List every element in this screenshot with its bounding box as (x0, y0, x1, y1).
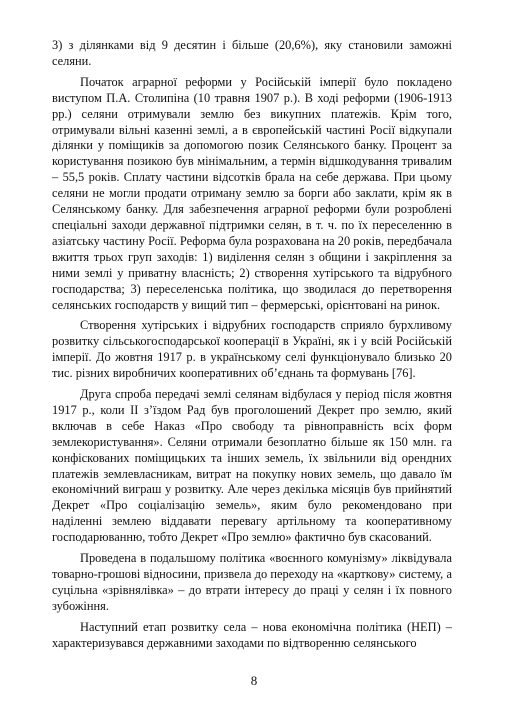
paragraph-war-communism: Проведена в подальшому політика «воєнного комунізму» ліквідувала товарно-грошові відносини, призвела до переходу на «карткову» систему, а суцільна «зрівнялівка» – до втрати інтересу до праці у селян і їх повного зубожіння. (52, 551, 452, 613)
body-text (52, 38, 452, 652)
paragraph-land-decree: Друга спроба передачі землі селянам відбулася у період після жовтня 1917 р., коли II з’їздом Рад був проголошений Декрет про землю, який включав в себе Наказ «Про свободу та рівноправність всіх форм землекористування». Селяни отримали безоплатно більше як 150 млн. га конфіскованих поміщицьких та інших земель, їх звільнили від орендних платежів землевласникам, витрат на покупку нових земель, що давало їм економічний виграш у розвитку. Але через декілька місяців був прийнятий Декрет «Про соціалізацію земель», яким було рекомендовано при наділенні землею віддавати перевагу артільному та кооперативному господарюванню, тобто Декрет «Про землю» фактично був скасований. (52, 387, 452, 545)
paragraph-nep: Наступний етап розвитку села – нова економічна політика (НЕП) – характеризувався державними заходами по відтворенню селянського (52, 619, 452, 650)
paragraph-continuation: 3) з ділянками від 9 десятин і більше (20,6%), яку становили заможні селяни. (52, 38, 452, 68)
paragraph-stolypin-reform: Початок аграрної реформи у Російській імперії було покладено виступом П.А. Столипіна (10 травня 1907 р.). В ході реформи (1906-1913 рр.) селяни отримували землю без викупних платежів. Крім того, отримували вільні казенні землі, а в європейській частині Росії відкупали ділянки у поміщиків за допомогою позик Селянського банку. Процент за користування позикою був мінімальним, а термін відшкодування тривалим – 55,5 років. Сплату частини відсотків брала на себе держава. При цьому селяни не могли продати отриману землю за борги або заклати, крім як в Селянському банку. Для забезпечення аграрної реформи були розроблені спеціальні заходи державної підтримки селян, в т. ч. по їх переселенню в азіатську частину Росії. Реформа була розрахована на 20 років, передбачала вжиття трьох груп заходів: 1) виділення селян з общини і закріплення за ними землі у приватну власність; 2) створення хутірського та відрубного господарства; 3) переселенська політика, що зводилася до перетворення селянських господарств у вищий тип – фермерські, орієнтовані на ринок. (52, 74, 452, 312)
page-number: 8 (250, 673, 258, 688)
paragraph-cooperation: Створення хутірських і відрубних господарств сприяло бурхливому розвитку сільськогосподарської кооперації в Україні, як і у всій Російській імперії. До жовтня 1917 р. в українському селі функціонувало близько 20 тис. різних виробничих кооперативних об’єднань та формувань [76]. (52, 318, 452, 381)
